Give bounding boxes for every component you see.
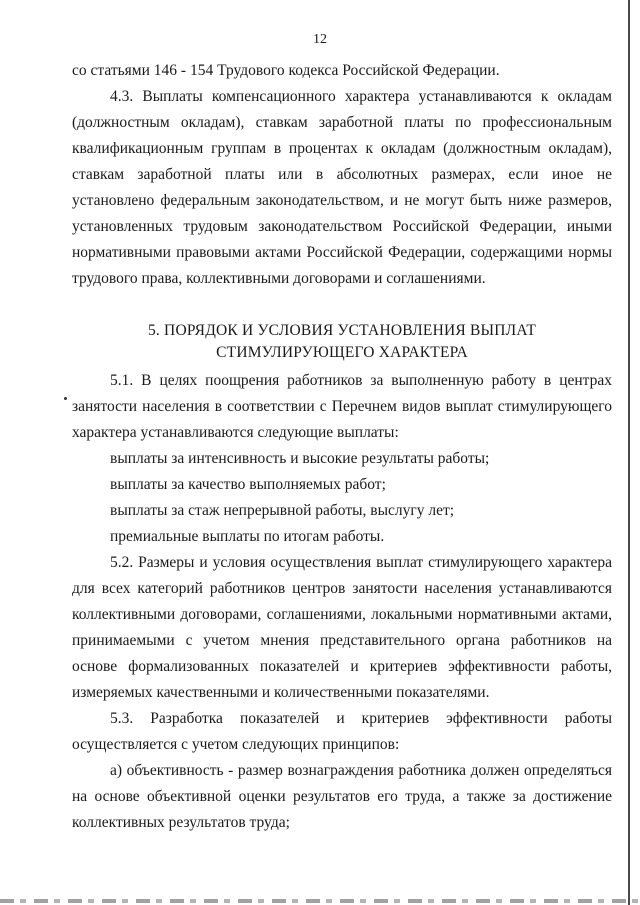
paragraph-5-1: 5.1. В целях поощрения работников за выполненную работу в центрах занятости населения в соответствии с Перечнем видов выплат стимулирующего характера устанавливаются следующие выплаты: <box>72 372 612 441</box>
paragraph-a: а) объективность - размер вознаграждения работника должен определяться на основе объективной оценки результатов его труда, а также за достижение коллективных результатов труда; <box>72 762 612 831</box>
scan-speck <box>64 397 67 400</box>
paragraph-5-2: 5.2. Размеры и условия осуществления выплат стимулирующего характера для всех категорий работников центров занятости населения устанавливаются коллективными договорами, соглашениями, локальными нормативными актами, принимаемыми с учетом мнения представительного органа работников на основе формализованных показателей и критериев эффективности работы, измеряемых качественными и количественными показателями. <box>72 554 612 701</box>
list-item-3: выплаты за стаж непрерывной работы, выслугу лет; <box>110 502 455 519</box>
scan-bottom-noise <box>0 899 640 903</box>
paragraph-5-3: 5.3. Разработка показателей и критериев эффективности работы осуществляется с учетом следующих принципов: <box>72 710 612 753</box>
scan-edge-line <box>628 0 630 905</box>
list-item-1: выплаты за интенсивность и высокие результаты работы; <box>110 450 490 467</box>
section-heading-line-2: СТИМУЛИРУЮЩЕГО ХАРАКТЕРА <box>216 344 468 361</box>
section-heading-5 <box>72 320 612 364</box>
paragraph-4-3: 4.3. Выплаты компенсационного характера устанавливаются к окладам (должностным окладам), ставкам заработной платы по профессиональным квалификационным группам в процентах к окладам (должностным окладам), ставкам заработной платы или в абсолютных размерах, если иное не установлено федеральным законодательством, и не могут быть ниже размеров, установленных трудовым законодательством Российской Федерации, иными нормативными правовыми актами Российской Федерации, содержащими нормы трудового права, коллективными договорами и соглашениями. <box>72 88 612 287</box>
list-item-2: выплаты за качество выполняемых работ; <box>110 476 386 493</box>
paragraph-intro: со статьями 146 - 154 Трудового кодекса Российской Федерации. <box>72 62 500 79</box>
list-item-4: премиальные выплаты по итогам работы. <box>110 528 385 545</box>
page-number: 12 <box>313 32 327 47</box>
document-body <box>72 58 612 836</box>
section-heading-line-1: 5. ПОРЯДОК И УСЛОВИЯ УСТАНОВЛЕНИЯ ВЫПЛАТ <box>147 322 537 339</box>
